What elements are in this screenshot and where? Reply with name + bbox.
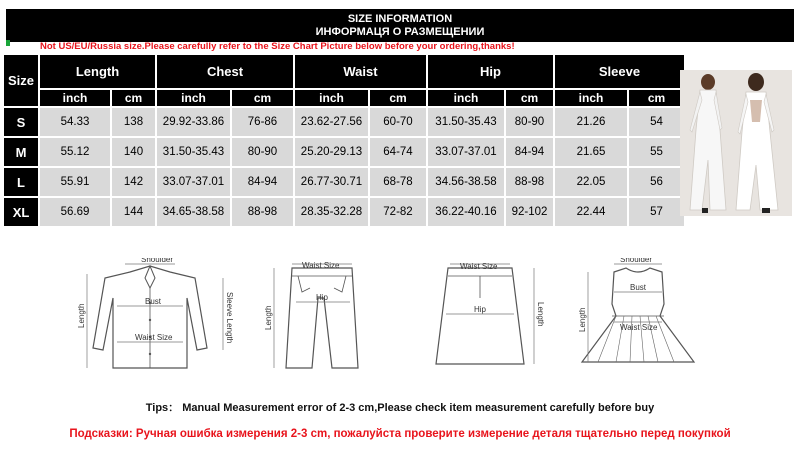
dress-icon — [568, 258, 708, 378]
shirt-bust-label: Bust — [145, 297, 162, 306]
skirt-diagram — [420, 258, 550, 378]
cell-sleeve-inch: 21.26 — [555, 108, 627, 136]
unit-cm: cm — [629, 90, 684, 106]
dress-bust-label: Bust — [630, 283, 647, 292]
unit-inch: inch — [555, 90, 627, 106]
size-label: L — [4, 168, 38, 196]
table-row — [4, 108, 684, 136]
cell-sleeve-cm: 57 — [629, 198, 684, 226]
cell-waist-cm: 68-78 — [370, 168, 426, 196]
title-en: SIZE INFORMATION — [347, 13, 453, 25]
table-header-row — [4, 55, 684, 88]
cell-length-cm: 144 — [112, 198, 155, 226]
shirt-length-label: Length — [77, 303, 86, 328]
shirt-waist-label: Waist Size — [135, 333, 173, 342]
shirt-shoulder-label: Shoulder — [141, 258, 174, 264]
cell-length-inch: 55.91 — [40, 168, 110, 196]
cell-sleeve-inch: 22.44 — [555, 198, 627, 226]
cell-chest-cm: 84-94 — [232, 168, 293, 196]
shirt-diagram — [75, 258, 265, 378]
cell-sleeve-cm: 55 — [629, 138, 684, 166]
cell-chest-cm: 80-90 — [232, 138, 293, 166]
size-table — [2, 53, 686, 228]
unit-inch: inch — [157, 90, 230, 106]
cell-length-inch: 55.12 — [40, 138, 110, 166]
table-row — [4, 168, 684, 196]
unit-cm: cm — [370, 90, 426, 106]
dress-length-label: Length — [578, 307, 587, 332]
tips-en — [0, 399, 800, 415]
group-sleeve: Sleeve — [555, 55, 684, 88]
unit-cm: cm — [232, 90, 293, 106]
dress-waist-label: Waist Size — [620, 323, 658, 332]
table-row — [4, 198, 684, 226]
size-label: S — [4, 108, 38, 136]
title-ru: ИНФОРМАЦЯ О РАЗМЕЩЕНИИ — [315, 26, 485, 38]
size-header: Size — [4, 55, 38, 106]
cell-waist-cm: 72-82 — [370, 198, 426, 226]
cell-hip-cm: 88-98 — [506, 168, 553, 196]
group-length: Length — [40, 55, 155, 88]
cell-hip-inch: 33.07-37.01 — [428, 138, 504, 166]
size-label: XL — [4, 198, 38, 226]
cell-waist-inch: 26.77-30.71 — [295, 168, 368, 196]
cell-chest-inch: 31.50-35.43 — [157, 138, 230, 166]
header-bar — [6, 9, 794, 42]
pants-waist-label: Waist Size — [302, 261, 340, 270]
skirt-length-label: Length — [536, 302, 545, 327]
pants-hip-label: Hip — [316, 293, 329, 302]
group-chest: Chest — [157, 55, 293, 88]
product-photo — [680, 70, 792, 216]
unit-row — [4, 90, 684, 106]
cell-length-inch: 54.33 — [40, 108, 110, 136]
group-waist: Waist — [295, 55, 426, 88]
cell-hip-inch: 31.50-35.43 — [428, 108, 504, 136]
cell-waist-cm: 60-70 — [370, 108, 426, 136]
cell-hip-cm: 84-94 — [506, 138, 553, 166]
cell-chest-cm: 76-86 — [232, 108, 293, 136]
cell-sleeve-inch: 21.65 — [555, 138, 627, 166]
tips-label: Tips： — [145, 402, 180, 414]
unit-cm: cm — [112, 90, 155, 106]
skirt-hip-label: Hip — [474, 305, 487, 314]
warning-text: Not US/EU/Russia size.Please carefully refer to the Size Chart Picture below before your ordering,thanks! — [40, 41, 515, 52]
model-figure-icon — [680, 70, 792, 216]
cell-chest-inch: 33.07-37.01 — [157, 168, 230, 196]
cell-length-inch: 56.69 — [40, 198, 110, 226]
dress-shoulder-label: Shoulder — [620, 258, 653, 264]
cell-length-cm: 138 — [112, 108, 155, 136]
dress-diagram — [568, 258, 708, 378]
green-marker — [6, 40, 10, 46]
cell-hip-inch: 34.56-38.58 — [428, 168, 504, 196]
cell-hip-cm: 92-102 — [506, 198, 553, 226]
cell-length-cm: 140 — [112, 138, 155, 166]
unit-inch: inch — [295, 90, 368, 106]
cell-waist-cm: 64-74 — [370, 138, 426, 166]
cell-hip-cm: 80-90 — [506, 108, 553, 136]
tips-ru: Подсказки: Ручная ошибка измерения 2-3 cm, пожалуйста проверите измерение деталя тщательно перед покупкой — [69, 428, 731, 440]
unit-cm: cm — [506, 90, 553, 106]
cell-chest-inch: 34.65-38.58 — [157, 198, 230, 226]
cell-hip-inch: 36.22-40.16 — [428, 198, 504, 226]
skirt-waist-label: Waist Size — [460, 262, 498, 271]
group-hip: Hip — [428, 55, 553, 88]
cell-sleeve-cm: 56 — [629, 168, 684, 196]
pants-length-label: Length — [264, 305, 273, 330]
skirt-icon — [420, 258, 550, 378]
cell-sleeve-inch: 22.05 — [555, 168, 627, 196]
table-row — [4, 138, 684, 166]
cell-chest-inch: 29.92-33.86 — [157, 108, 230, 136]
cell-waist-inch: 25.20-29.13 — [295, 138, 368, 166]
cell-chest-cm: 88-98 — [232, 198, 293, 226]
cell-length-cm: 142 — [112, 168, 155, 196]
shirt-icon — [75, 258, 265, 378]
unit-inch: inch — [428, 90, 504, 106]
pants-icon — [262, 258, 382, 378]
pants-diagram — [262, 258, 382, 378]
tips-text: Manual Measurement error of 2-3 cm,Please check item measurement carefully before buy — [182, 402, 655, 414]
size-label: M — [4, 138, 38, 166]
shirt-sleeve-label: Sleeve Length — [225, 292, 234, 344]
cell-sleeve-cm: 54 — [629, 108, 684, 136]
cell-waist-inch: 23.62-27.56 — [295, 108, 368, 136]
unit-inch: inch — [40, 90, 110, 106]
cell-waist-inch: 28.35-32.28 — [295, 198, 368, 226]
